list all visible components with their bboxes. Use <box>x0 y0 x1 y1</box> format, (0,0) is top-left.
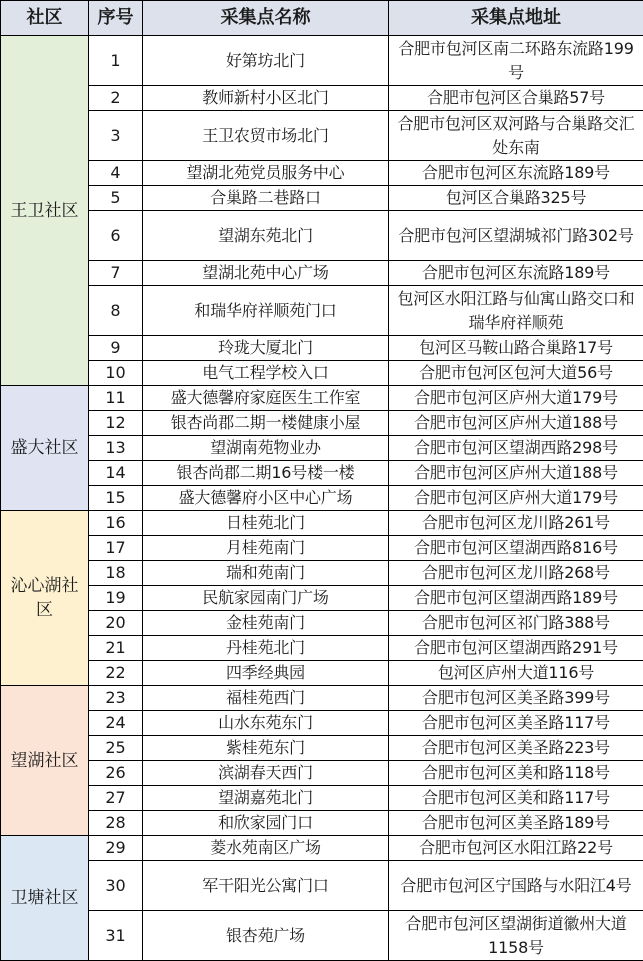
number-cell: 29 <box>89 836 143 861</box>
number-cell: 24 <box>89 711 143 736</box>
point-address-cell: 包河区庐州大道116号 <box>389 661 643 686</box>
table-row <box>1 586 643 611</box>
point-address-cell: 合肥市包河区包河大道56号 <box>389 361 643 386</box>
point-address-cell: 包河区马鞍山路合巢路17号 <box>389 336 643 361</box>
table-row <box>1 261 643 286</box>
table-row <box>1 36 643 86</box>
table-row <box>1 686 643 711</box>
community-cell: 卫塘社区 <box>1 836 89 961</box>
point-name-cell: 望湖南苑物业办 <box>143 436 389 461</box>
table-row <box>1 361 643 386</box>
table-row <box>1 411 643 436</box>
point-name-cell: 日桂苑北门 <box>143 511 389 536</box>
number-cell: 2 <box>89 86 143 111</box>
point-address-cell: 合肥市包河区庐州大道179号 <box>389 486 643 511</box>
point-address-cell: 合肥市包河区宁国路与水阳江4号 <box>389 861 643 911</box>
table-row <box>1 161 643 186</box>
table-row <box>1 761 643 786</box>
point-name-cell: 望湖北苑党员服务中心 <box>143 161 389 186</box>
point-address-cell: 合肥市包河区望湖西路189号 <box>389 586 643 611</box>
table-row <box>1 336 643 361</box>
point-address-cell: 合肥市包河区双河路与合巢路交汇处东南 <box>389 111 643 161</box>
point-name-cell: 丹桂苑北门 <box>143 636 389 661</box>
number-cell: 30 <box>89 861 143 911</box>
number-cell: 6 <box>89 211 143 261</box>
point-name-cell: 军干阳光公寓门口 <box>143 861 389 911</box>
table-row <box>1 461 643 486</box>
point-name-cell: 望湖嘉苑北门 <box>143 786 389 811</box>
point-address-cell: 合肥市包河区龙川路268号 <box>389 561 643 586</box>
number-cell: 5 <box>89 186 143 211</box>
table-row <box>1 386 643 411</box>
point-address-cell: 包河区水阳江路与仙寓山路交口和瑞华府祥顺苑 <box>389 286 643 336</box>
point-address-cell: 合肥市包河区庐州大道188号 <box>389 461 643 486</box>
number-cell: 31 <box>89 911 143 961</box>
point-name-cell: 金桂苑南门 <box>143 611 389 636</box>
number-cell: 9 <box>89 336 143 361</box>
point-address-cell: 合肥市包河区庐州大道179号 <box>389 386 643 411</box>
point-address-cell: 合肥市包河区美圣路189号 <box>389 811 643 836</box>
number-cell: 19 <box>89 586 143 611</box>
number-cell: 20 <box>89 611 143 636</box>
point-name-cell: 盛大德馨府小区中心广场 <box>143 486 389 511</box>
point-address-cell: 合肥市包河区东流路189号 <box>389 261 643 286</box>
table-row <box>1 636 643 661</box>
point-name-cell: 和欣家园门口 <box>143 811 389 836</box>
header-community: 社区 <box>1 1 89 36</box>
point-name-cell: 山水东苑东门 <box>143 711 389 736</box>
number-cell: 3 <box>89 111 143 161</box>
number-cell: 11 <box>89 386 143 411</box>
point-name-cell: 银杏苑广场 <box>143 911 389 961</box>
number-cell: 21 <box>89 636 143 661</box>
table-row <box>1 611 643 636</box>
community-cell: 盛大社区 <box>1 386 89 511</box>
table-row <box>1 786 643 811</box>
number-cell: 16 <box>89 511 143 536</box>
number-cell: 25 <box>89 736 143 761</box>
table-row <box>1 436 643 461</box>
point-name-cell: 玲珑大厦北门 <box>143 336 389 361</box>
point-address-cell: 合肥市包河区望湖街道徽州大道1158号 <box>389 911 643 961</box>
table-row <box>1 111 643 161</box>
number-cell: 13 <box>89 436 143 461</box>
point-name-cell: 和瑞华府祥顺苑门口 <box>143 286 389 336</box>
point-address-cell: 合肥市包河区美圣路117号 <box>389 711 643 736</box>
number-cell: 26 <box>89 761 143 786</box>
table-row <box>1 286 643 336</box>
point-name-cell: 望湖东苑北门 <box>143 211 389 261</box>
point-name-cell: 滨湖春天西门 <box>143 761 389 786</box>
point-name-cell: 电气工程学校入口 <box>143 361 389 386</box>
table-row <box>1 736 643 761</box>
table-row <box>1 536 643 561</box>
point-name-cell: 福桂苑西门 <box>143 686 389 711</box>
point-address-cell: 合肥市包河区望湖城祁门路302号 <box>389 211 643 261</box>
header-row <box>1 1 643 36</box>
point-name-cell: 银杏尚郡二期一楼健康小屋 <box>143 411 389 436</box>
number-cell: 28 <box>89 811 143 836</box>
header-point-address: 采集点地址 <box>389 1 643 36</box>
number-cell: 12 <box>89 411 143 436</box>
header-number: 序号 <box>89 1 143 36</box>
point-address-cell: 合肥市包河区庐州大道188号 <box>389 411 643 436</box>
point-name-cell: 好第坊北门 <box>143 36 389 86</box>
number-cell: 10 <box>89 361 143 386</box>
table-row <box>1 711 643 736</box>
number-cell: 27 <box>89 786 143 811</box>
point-name-cell: 教师新村小区北门 <box>143 86 389 111</box>
table-row <box>1 836 643 861</box>
point-address-cell: 合肥市包河区水阳江路22号 <box>389 836 643 861</box>
point-address-cell: 合肥市包河区美和路118号 <box>389 761 643 786</box>
table-row <box>1 486 643 511</box>
point-address-cell: 合肥市包河区美圣路223号 <box>389 736 643 761</box>
point-name-cell: 望湖北苑中心广场 <box>143 261 389 286</box>
community-cell: 王卫社区 <box>1 36 89 386</box>
point-name-cell: 瑞和苑南门 <box>143 561 389 586</box>
table-row <box>1 911 643 961</box>
header-point-name: 采集点名称 <box>143 1 389 36</box>
community-cell: 望湖社区 <box>1 686 89 836</box>
number-cell: 23 <box>89 686 143 711</box>
point-address-cell: 合肥市包河区望湖西路291号 <box>389 636 643 661</box>
number-cell: 8 <box>89 286 143 336</box>
point-address-cell: 合肥市包河区祁门路388号 <box>389 611 643 636</box>
number-cell: 14 <box>89 461 143 486</box>
point-name-cell: 月桂苑南门 <box>143 536 389 561</box>
table-row <box>1 186 643 211</box>
number-cell: 18 <box>89 561 143 586</box>
table-body <box>1 36 643 961</box>
table-row <box>1 861 643 911</box>
point-name-cell: 盛大德馨府家庭医生工作室 <box>143 386 389 411</box>
number-cell: 17 <box>89 536 143 561</box>
point-name-cell: 紫桂苑东门 <box>143 736 389 761</box>
table-row <box>1 86 643 111</box>
table-row <box>1 211 643 261</box>
community-cell: 沁心湖社区 <box>1 511 89 686</box>
point-name-cell: 王卫农贸市场北门 <box>143 111 389 161</box>
point-address-cell: 包河区合巢路325号 <box>389 186 643 211</box>
number-cell: 15 <box>89 486 143 511</box>
number-cell: 7 <box>89 261 143 286</box>
table-row <box>1 511 643 536</box>
point-name-cell: 民航家园南门广场 <box>143 586 389 611</box>
point-name-cell: 合巢路二巷路口 <box>143 186 389 211</box>
point-address-cell: 合肥市包河区东流路189号 <box>389 161 643 186</box>
point-address-cell: 合肥市包河区合巢路57号 <box>389 86 643 111</box>
point-address-cell: 合肥市包河区南二环路东流路199号 <box>389 36 643 86</box>
point-name-cell: 四季经典园 <box>143 661 389 686</box>
table-row <box>1 811 643 836</box>
number-cell: 22 <box>89 661 143 686</box>
point-name-cell: 菱水苑南区广场 <box>143 836 389 861</box>
point-address-cell: 合肥市包河区望湖西路816号 <box>389 536 643 561</box>
table-row <box>1 661 643 686</box>
point-address-cell: 合肥市包河区龙川路261号 <box>389 511 643 536</box>
point-name-cell: 银杏尚郡二期16号楼一楼 <box>143 461 389 486</box>
point-address-cell: 合肥市包河区望湖西路298号 <box>389 436 643 461</box>
point-address-cell: 合肥市包河区美和路117号 <box>389 786 643 811</box>
number-cell: 1 <box>89 36 143 86</box>
table-row <box>1 561 643 586</box>
point-address-cell: 合肥市包河区美圣路399号 <box>389 686 643 711</box>
number-cell: 4 <box>89 161 143 186</box>
